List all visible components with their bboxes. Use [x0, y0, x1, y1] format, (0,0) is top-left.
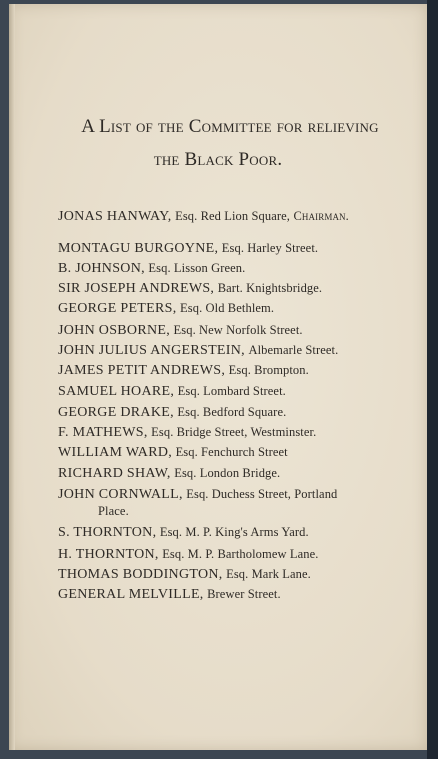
- page-title-line-1: A List of the Committee for relieving: [81, 116, 379, 137]
- list-item: [58, 322, 303, 339]
- list-item: [58, 465, 280, 482]
- chairman-entry: [58, 208, 349, 225]
- member-address: Esq. New Norfolk Street.: [173, 323, 303, 337]
- member-name: B. JOHNSON,: [58, 261, 145, 276]
- member-address: Esq. Duchess Street, Portland: [186, 487, 338, 501]
- member-address: Esq. Harley Street.: [221, 241, 319, 255]
- list-item: [58, 404, 286, 421]
- member-address-continuation: Place.: [98, 504, 129, 518]
- book-page: [9, 4, 427, 750]
- list-item: [58, 240, 318, 257]
- member-address: Esq. Old Bethlem.: [180, 301, 275, 315]
- member-name: GEORGE PETERS,: [58, 301, 177, 316]
- member-address: Esq. Bedford Square.: [177, 405, 287, 419]
- list-item: [58, 300, 274, 317]
- list-item: [58, 342, 338, 359]
- member-name: JAMES PETIT ANDREWS,: [58, 363, 226, 378]
- list-item: [58, 280, 322, 297]
- member-name: JOHN CORNWALL,: [58, 487, 183, 502]
- list-item: [58, 566, 311, 583]
- member-address: Esq. Brompton.: [228, 363, 309, 377]
- member-name: GEORGE DRAKE,: [58, 405, 174, 420]
- member-name: JOHN JULIUS ANGERSTEIN,: [58, 343, 245, 358]
- member-address: Esq. M. P. King's Arms Yard.: [159, 525, 309, 539]
- member-name: F. MATHEWS,: [58, 425, 148, 440]
- member-name: JOHN OSBORNE,: [58, 323, 171, 338]
- page-title-line-2: the Black Poor.: [153, 149, 283, 170]
- member-address: Esq. Lisson Green.: [148, 261, 246, 275]
- member-address: Esq. London Bridge.: [174, 466, 281, 480]
- member-name: THOMAS BODDINGTON,: [58, 567, 223, 582]
- chairman-address: Esq. Red Lion Square,: [175, 209, 291, 223]
- member-name: GENERAL MELVILLE,: [58, 587, 204, 602]
- list-item: [58, 586, 281, 603]
- member-name: WILLIAM WARD,: [58, 445, 173, 460]
- list-item: [58, 362, 309, 379]
- list-item: [58, 424, 316, 441]
- list-item: [58, 546, 318, 563]
- member-name: RICHARD SHAW,: [58, 466, 171, 481]
- list-item: [58, 486, 338, 518]
- member-address: Albemarle Street.: [248, 343, 339, 357]
- member-address: Esq. Bridge Street, Westminster.: [151, 425, 317, 439]
- member-name: MONTAGU BURGOYNE,: [58, 241, 219, 256]
- book-edge: [427, 0, 438, 759]
- member-address: Esq. Lombard Street.: [177, 384, 286, 398]
- list-item: [58, 260, 245, 277]
- member-address: Esq. M. P. Bartholomew Lane.: [162, 547, 319, 561]
- chairman-role: Chairman.: [293, 209, 349, 223]
- member-name: SAMUEL HOARE,: [58, 384, 175, 399]
- member-name: SIR JOSEPH ANDREWS,: [58, 281, 215, 296]
- member-address: Esq. Fenchurch Street: [175, 445, 288, 459]
- member-address: Brewer Street.: [207, 587, 281, 601]
- member-address: Bart. Knightsbridge.: [217, 281, 323, 295]
- member-name: S. THORNTON,: [58, 525, 157, 540]
- member-address: Esq. Mark Lane.: [226, 567, 311, 581]
- member-name: H. THORNTON,: [58, 547, 159, 562]
- chairman-name: JONAS HANWAY,: [58, 209, 172, 224]
- list-item: [58, 444, 288, 461]
- list-item: [58, 524, 309, 541]
- list-item: [58, 383, 286, 400]
